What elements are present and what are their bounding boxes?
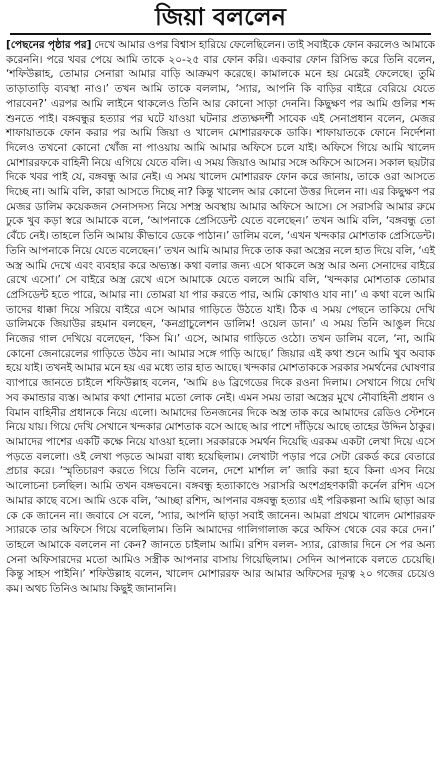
continuation-kicker: [পেছনের পৃষ্ঠার পর] bbox=[6, 39, 92, 51]
article-text: দেখে আমার ওপর বিশ্বাস হারিয়ে ফেলেছিলেন। তাই সবাইকে ফোন করলেও আমাকে করেননি। পরে খবর পেয়ে আমি তাকে ২০-২৫ বার ফোন করি। একবার ফোন রিসিভ করে তিনি বলেন, ‘শফিউল্লাহ, তোমার সেনারা আমার বাড়ি আক্রমণ করেছে। কামালকে মনে হয় মেরেই ফেলেছে। তুমি তাড়াতাড়ি ব্যবস্থা নাও।’ তখন আমি তাকে বললাম, ‘স্যার, আপনি কি বাড়ির বাইরে বেরিয়ে যেতে পারবেন?’ এরপর আমি লাইনে থাকলেও তিনি আর কোনো সাড়া দেননি। কিছুক্ষণ পর আমি গুলির শব্দ শুনতে পাই। বঙ্গবন্ধুর হত্যার পর ঘটে যাওয়া ঘটনার প্রত্যক্ষদর্শী সাবেক এই সেনাপ্রধান বলেন, মেজর শাফায়াতকে ফোন করার পর আমি জিয়া ও খালেদ মোশাররফকে ডাকি। শাফায়াতকে ফোনে নির্দেশনা দিলেও তখনো কোনো খোঁজ না পাওয়ায় আমি আমার অফিসে চলে যাই। অফিসে গিয়ে আমি খালেদ মোশাররফকে বাহিনী নিয়ে এগিয়ে যেতে বলি। এ সময় জিয়াও আমার সঙ্গে অফিসে আসেন। সকাল ছয়টার দিকে খবর পাই যে, বঙ্গবন্ধু আর নেই। এ সময় খালেদ মোশাররফ ফোন করে জানায়, তাকে ওরা আসতে দিচ্ছে না। আমি বলি, কারা আসতে দিচ্ছে না? কিন্তু খালেদ আর কোনো উত্তর দিলেন না। এর কিছুক্ষণ পর মেজর ডালিম কয়েকজন সেনাসদস্য নিয়ে সশস্ত্র অবস্থায় আমার অফিসে আসে। সে সরাসরি আমার রুমে ঢুকে খুব কড়া স্বরে আমাকে বলে, ‘আপনাকে প্রেসিডেন্ট যেতে বলেছেন।’ তখন আমি বলি, ‘বঙ্গবন্ধু তো বেঁচে নেই। তাহলে তিনি আমায় কীভাবে ডেকে পাঠান।’ ডালিম বলে, ‘এখন খন্দকার মোশতাক প্রেসিডেন্ট। তিনি আপনাকে নিয়ে যেতে বলেছেন।’ তখন আমি আমার দিকে তাক করা অস্ত্রের নলে হাত দিয়ে বলি, ‘এই অস্ত্র আমি দেখে এবং ব্যবহার করে অভ্যস্ত। কথা বলার জন্য এসে থাকলে অস্ত্র আর অন্য সেনাদের বাইরে রেখে এসো।’ সে বাইরে অস্ত্র রেখে এসে আমাকে যেতে বললে আমি বলি, ‘খন্দকার মোশতাক তোমার প্রেসিডেন্ট হতে পারে, আমার না। তোমরা যা পার করতে পার, আমি কোথাও যাব না।’ এ কথা বলে আমি তাদের ধাক্কা দিয়ে সরিয়ে বাইরে এসে আমার গাড়িতে উঠতে যাই। ঠিক এ সময় পেছনে তাকিয়ে দেখি ডালিমকে জিয়াউর রহমান বলছেন, ‘কনগ্রাচুলেশন ডালিম! ওয়েল ডান।’ এ সময় তিনি আঙুল দিয়ে নিজের গাল দেখিয়ে বলেছেন, ‘কিস মি।’ এসে, আমার গাড়িতে ওঠো। তখন ডালিম বলে, ‘না, আমি কোনো জেনারেলের গাড়িতে উঠব না। আমার সঙ্গে গাড়ি আছে।’ জিয়ার এই কথা শুনে আমি খুব অবাক হয়ে যাই। তখনই আমার মনে হয় এর মধ্যে তার হাত আছে। খন্দকার মোশতাককে সরকার সমর্থনের ঘোষণার ব্যাপারে জানতে চাইলে শফিউল্লাহ বলেন, ‘আমি ৪৬ ব্রিগেডের দিকে রওনা দিলাম। সেখানে গিয়ে দেখি সব কমান্ডার ব্যস্ত। আমার কথা শোনার মতো লোক নেই। এমন সময় তারা অস্ত্রের মুখে নৌবাহিনী প্রধান ও বিমান বাহিনীর প্রধানকে নিয়ে এলো। আমাদের তিনজনের দিকে অস্ত্র তাক করে আমাদের রেডিও স্টেশনে নিয়ে যায়। গিয়ে দেখি সেখানে খন্দকার মোশতাক বসে আছে আর পাশে দাঁড়িয়ে আছে তাহের উদ্দিন ঠাকুর। আমাদের পাশের একটি কক্ষে নিয়ে যাওয়া হলো। সরকারকে সমর্থন দিয়েছি এরকম একটা লেখা দিয়ে এসে পড়তে বললো। ওই লেখা পড়তে আমরা বাধ্য হয়েছিলাম। লেখাটা পড়ার পরে সেটা রেকর্ড করে বেতারে প্রচার করে। ‘স্মৃতিচারণ করতে গিয়ে তিনি বলেন, দেশে মার্শাল ল’ জারি করা হবে কিনা এসব নিয়ে আলোচনা চলছিল। আমি তখন বঙ্গভবনে। বঙ্গবন্ধু হত্যাকাণ্ডে সরাসরি অংশগ্রহণকারী কর্নেল রশিদ এসে আমার কাছে বসে। আমি ওকে বলি, ‘আচ্ছা রশিদ, আপনার বঙ্গবন্ধু হত্যার এই পরিকল্পনা আমি ছাড়া আর কে কে জানেন না। জবাবে সে বলে, ‘স্যার, আপনি ছাড়া সবাই জানেন। আমরা প্রথমে খালেদ মোশাররফ স্যারকে তার অফিসে গিয়ে বলেছিলাম। তিনি আমাদের গালিগালাজ করে অফিস থেকে বের করে দেন।’ তাহলে আমাকে বললেন না কেন? জানতে চাইলাম আমি। রশিদ বলল- স্যার, রোজার দিনে সে পর অন্য সেনা অফিসারদের মতো আমিও সস্ত্রীক আপনার বাসায় গিয়েছিলাম। সেদিন আপনাকে বলতে চেয়েছি। কিন্তু সাহস পাইনি।’ শফিউল্লাহ বলেন, খালেদ মোশাররফ আর আমার অফিসের দূরত্ব ২০ গজের চেয়েও কম। অথচ তিনিও আমায় কিছুই জানাননি। bbox=[6, 39, 435, 596]
headline-divider bbox=[10, 33, 431, 35]
article-body bbox=[6, 38, 435, 597]
article-headline: জিয়া বললেন bbox=[155, 3, 286, 31]
